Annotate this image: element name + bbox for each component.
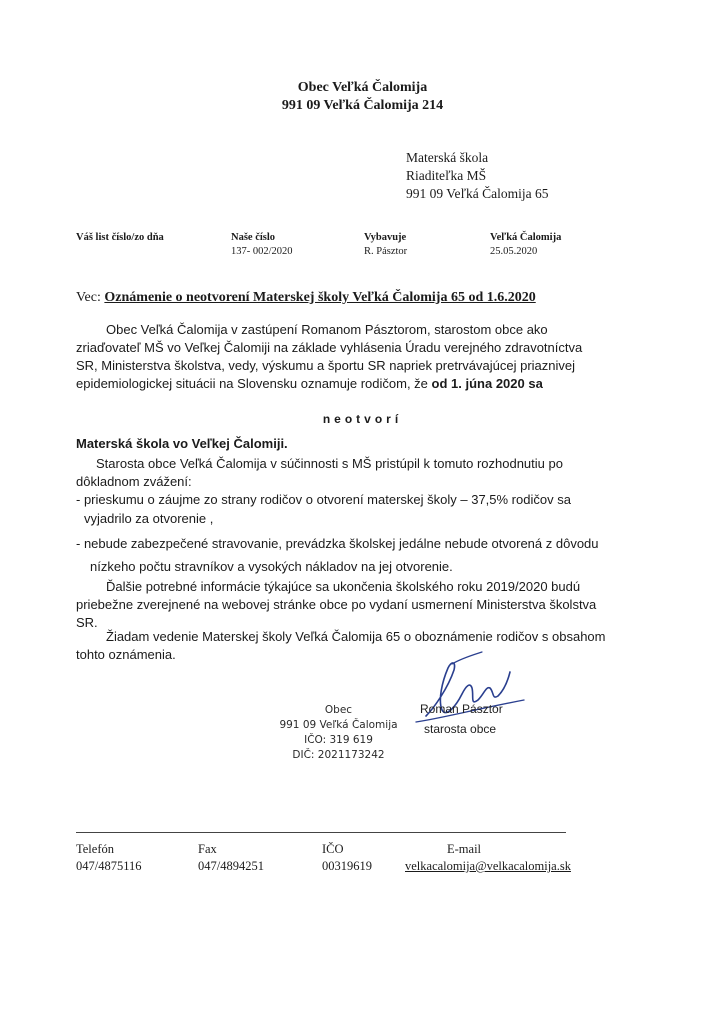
recipient-line-2: Riaditeľka MŠ xyxy=(406,168,487,183)
recipient-line-1: Materská škola xyxy=(406,150,489,165)
bullet-1: - prieskumu o záujme zo strany rodičov o otvorení materskej školy – 37,5% rodičov sa xyxy=(76,492,571,507)
email-label: E-mail xyxy=(447,842,482,856)
paragraph-1-line: Obec Veľká Čalomija v zastúpení Romanom Pásztorom, starostom obce ako xyxy=(106,322,548,337)
stamp-line-2: 991 09 Veľká Čalomija xyxy=(279,719,398,731)
phone-label: Telefón xyxy=(76,842,114,856)
our-number-value: 137- 002/2020 xyxy=(231,246,293,257)
footer-phone xyxy=(76,841,142,875)
subject-prefix: Vec: xyxy=(76,290,101,305)
municipality-address: 991 09 Veľká Čalomija 214 xyxy=(281,98,444,113)
footer-ico xyxy=(322,841,372,875)
handled-by-value: R. Pásztor xyxy=(364,246,408,257)
paragraph-3-line: priebežne zverejnené na webovej stránke obce po vydaní usmernení Ministerstva školstva SR. xyxy=(76,597,597,630)
footer-divider xyxy=(76,832,566,833)
bullet-2-continuation: nízkeho počtu stravníkov a vysokých nákladov na jej otvorenie. xyxy=(90,559,453,574)
paragraph-1-line: epidemiologickej situácii na Slovensku oznamuje rodičom, že od 1. júna 2020 sa xyxy=(76,376,543,391)
effective-date: od 1. júna 2020 sa xyxy=(431,376,543,391)
official-stamp xyxy=(266,703,411,763)
bullet-list xyxy=(76,490,621,576)
stamp-line-3: IČO: 319 619 xyxy=(304,734,373,746)
decision-word: neotvorí xyxy=(322,412,403,426)
ico-value: 00319619 xyxy=(322,859,372,873)
school-name: Materská škola vo Veľkej Čalomiji. xyxy=(76,436,288,451)
paragraph-2 xyxy=(76,455,618,491)
fax-value: 047/4894251 xyxy=(198,859,264,873)
paragraph-4-line: tohto oznámenia. xyxy=(76,647,176,662)
recipient-line-3: 991 09 Veľká Čalomija 65 xyxy=(406,186,549,201)
bullet-1-continuation: vyjadrilo za otvorenie , xyxy=(84,511,214,526)
paragraph-3 xyxy=(76,578,618,632)
paragraph-4 xyxy=(76,628,618,664)
subject-title: Oznámenie o neotvorení Materskej školy Veľká Čalomija 65 od 1.6.2020 xyxy=(104,290,536,305)
signatory-name: Roman Pásztor xyxy=(420,702,503,716)
stamp-line-4: DIČ: 2021173242 xyxy=(292,749,385,761)
paragraph-2-line: Starosta obce Veľká Čalomija v súčinnosti s MŠ pristúpil k tomuto rozhodnutiu po xyxy=(96,456,563,471)
footer-email xyxy=(405,841,571,875)
fax-label: Fax xyxy=(198,842,217,856)
stamp-line-1: Obec xyxy=(324,704,353,716)
email-link[interactable]: velkacalomija@velkacalomija.sk xyxy=(405,859,571,873)
signatory-title: starosta obce xyxy=(424,722,497,736)
paragraph-1-line: SR, Ministerstva školstva, vedy, výskumu a športu SR napriek pretrvávajúcej priaznivej xyxy=(76,358,576,373)
paragraph-1 xyxy=(76,321,618,393)
phone-value: 047/4875116 xyxy=(76,859,142,873)
paragraph-2-line: dôkladnom zvážení: xyxy=(76,474,192,489)
your-letter-label: Váš list číslo/zo dňa xyxy=(76,232,164,243)
subject-line xyxy=(76,290,536,306)
paragraph-3-line: Ďalšie potrebné informácie týkajúce sa ukončenia školského roku 2019/2020 budú xyxy=(106,579,581,594)
our-number-label: Naše číslo xyxy=(231,232,276,243)
handled-by-label: Vybavuje xyxy=(364,232,407,243)
paragraph-4-line: Žiadam vedenie Materskej školy Veľká Čalomija 65 o oboznámenie rodičov s obsahom xyxy=(106,629,606,644)
ico-label: IČO xyxy=(322,842,344,856)
paragraph-1-line: zriaďovateľ MŠ vo Veľkej Čalomiji na základe vyhlásenia Úradu verejného zdravotníctva xyxy=(76,340,583,355)
recipient-block xyxy=(406,149,548,203)
footer-fax xyxy=(198,841,264,875)
municipality-name: Obec Veľká Čalomija xyxy=(297,80,428,95)
date-value: 25.05.2020 xyxy=(490,246,538,257)
bullet-2: - nebude zabezpečené stravovanie, prevádzka školskej jedálne nebude otvorená z dôvodu xyxy=(76,536,599,551)
place-label: Veľká Čalomija xyxy=(490,232,562,243)
